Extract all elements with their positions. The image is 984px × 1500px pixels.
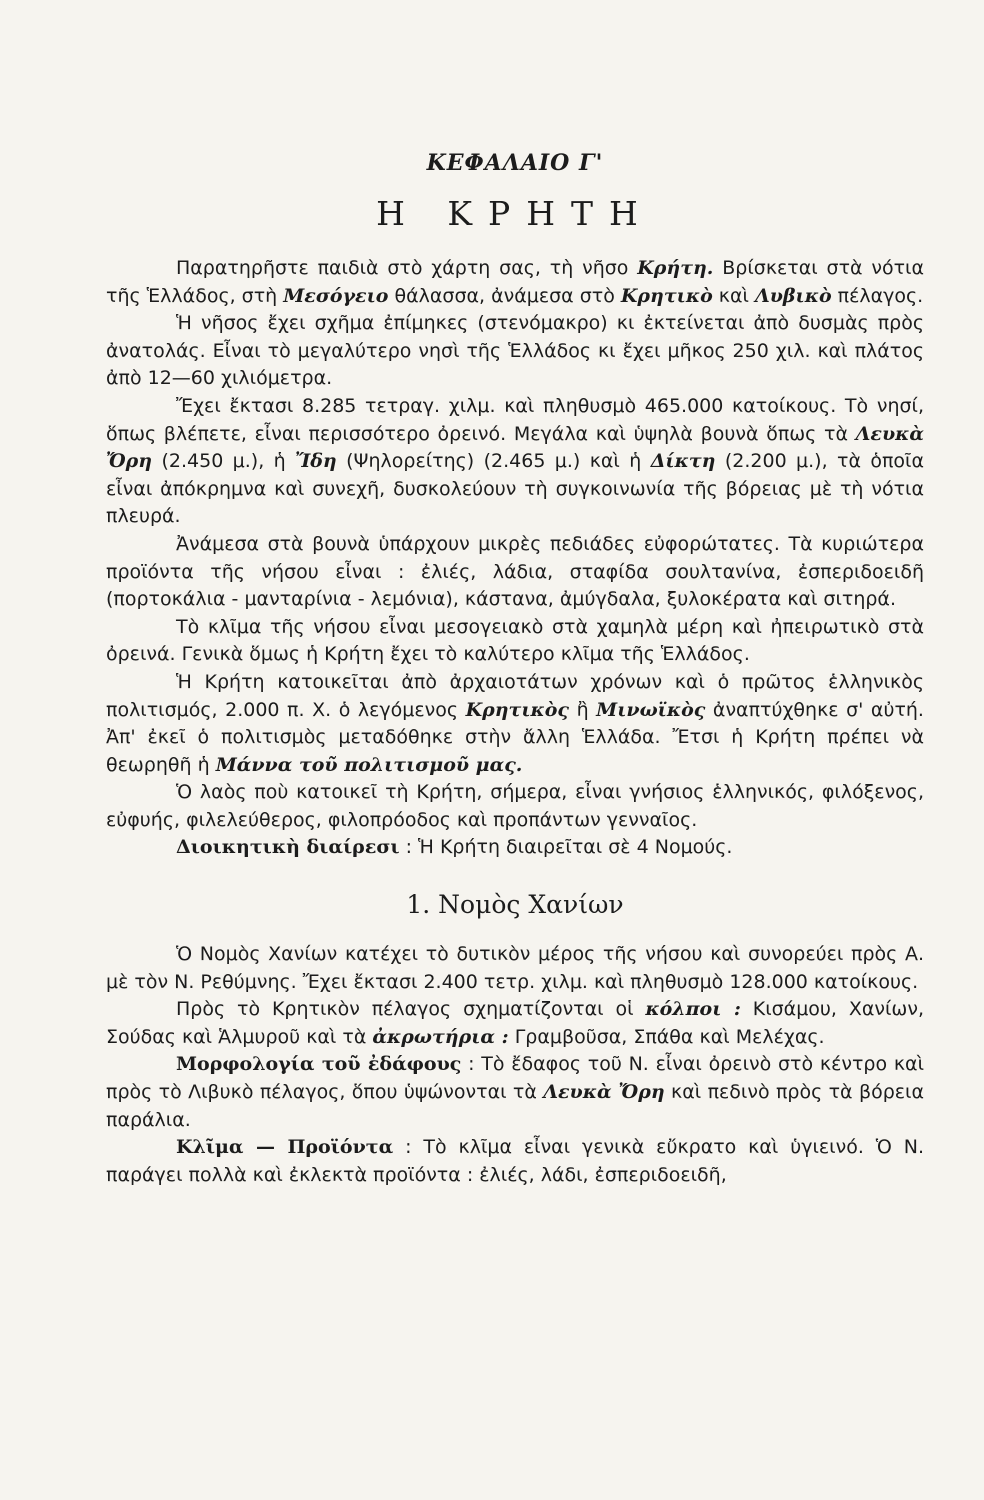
- paragraph-gulfs: [106, 996, 924, 1051]
- text: καὶ: [712, 284, 755, 307]
- paragraph-intro: [106, 255, 924, 310]
- text: : Ἡ Κρήτη διαιρεῖται σὲ 4 Νομούς.: [399, 836, 733, 859]
- paragraph-history: [106, 669, 924, 779]
- paragraph-area: [106, 393, 924, 531]
- text: πέλαγος.: [831, 284, 924, 307]
- text: Κισάμου, Χανίων, Σούδας καὶ Ἁλμυροῦ καὶ τὰ: [106, 998, 924, 1048]
- paragraph-products: Ἀνάμεσα στὰ βουνὰ ὑπάρχουν μικρὲς πεδιάδες εὐφορώτατες. Τὰ κυριώτερα προϊόντα τῆς νήσου εἶναι : ἐλιές, λάδια, σταφίδα σουλτανίνα, ἐσπεριδοειδῆ (πορτοκάλια - μανταρίνια - λεμόνια), κάστανα, ἀμύγδαλα, ξυλοκέρατα καὶ σιτηρά.: [106, 532, 924, 611]
- paragraph-morphology: [106, 1051, 924, 1134]
- text: : Τὸ κλῖμα εἶναι γενικὰ εὔκρατο καὶ ὑγιεινό. Ὁ Ν. παράγει πολλὰ καὶ ἐκλεκτὰ προϊόντα : ἐλιές, λάδι, ἐσπεριδοειδῆ,: [106, 1136, 925, 1186]
- lead-division: Διοικητικὴ διαίρεσι: [176, 836, 400, 859]
- emphasis-gulfs: κόλποι :: [645, 998, 741, 1021]
- lead-morphology: Μορφολογία τοῦ ἐδάφους: [176, 1053, 462, 1076]
- emphasis-capes: ἀκρωτήρια :: [372, 1025, 509, 1048]
- text: ἢ: [569, 698, 597, 721]
- paragraph-shape: Ἡ νῆσος ἔχει σχῆμα ἐπίμηκες (στενόμακρο) κι ἐκτείνεται ἀπὸ δυσμὰς πρὸς ἀνατολάς. Εἶναι τὸ μεγαλύτερο νησὶ τῆς Ἑλλάδος κι ἔχει μῆκος 250 χιλ. καὶ πλάτος ἀπὸ 12—60 χιλιόμετρα.: [106, 312, 924, 390]
- emphasis-cretan: Κρητικὸς: [465, 698, 570, 721]
- text: : Τὸ ἔδαφος τοῦ Ν. εἶναι ὀρεινὸ στὸ κέντρο καὶ πρὸς τὸ Λιβυκὸ πέλαγος, ὅπου ὑψώνονται τὰ: [106, 1053, 924, 1104]
- text: Βρίσκεται στὰ νότια τῆς Ἑλλάδος, στὴ: [106, 257, 924, 307]
- paragraph-climate-products: [106, 1134, 924, 1189]
- chapter-heading: ΚΕΦΑΛΑΙΟ Γ': [426, 150, 604, 176]
- section-heading: 1. Νομὸς Χανίων: [406, 890, 624, 920]
- emphasis-idi: Ἴδη: [295, 450, 337, 473]
- emphasis-lefka-ori: Λευκὰ Ὄρη: [543, 1081, 665, 1104]
- paragraph-chania: Ὁ Νομὸς Χανίων κατέχει τὸ δυτικὸν μέρος τῆς νήσου καὶ συνορεύει πρὸς Α. μὲ τὸν Ν. Ρεθύμνης. Ἔχει ἔκτασι 2.400 τετρ. χιλμ. καὶ πληθυσμὸ 128.000 κατοίκους.: [106, 943, 924, 993]
- emphasis-lefka-ori: Λευκὰ Ὄρη: [106, 422, 924, 473]
- text: καὶ πεδινὸ πρὸς τὰ βόρεια παράλια.: [106, 1081, 924, 1131]
- emphasis-dikti: Δίκτη: [650, 450, 716, 473]
- emphasis-cretan-sea: Κρητικὸ: [620, 284, 713, 307]
- emphasis-mother-civilization: Μάννα τοῦ πολιτισμοῦ μας.: [215, 753, 523, 776]
- paragraph-people: Ὁ λαὸς ποὺ κατοικεῖ τὴ Κρήτη, σήμερα, εἶναι γνήσιος ἑλληνικός, φιλόξενος, εὐφυής, φιλελεύθερος, φιλοπρόοδος καὶ προπάντων γενναῖος.: [106, 781, 924, 831]
- text: ἀναπτύχθηκε σ' αὐτή. Ἀπ' ἐκεῖ ὁ πολιτισμὸς μεταδόθηκε στὴν ἄλλη Ἑλλάδα. Ἔτσι ἡ Κρήτη πρέπει νὰ θεωρηθῆ ἡ: [106, 698, 924, 776]
- text: (Ψηλορείτης) (2.465 μ.) καὶ ἡ: [336, 450, 651, 473]
- emphasis-mediterranean: Μεσόγειο: [283, 284, 389, 307]
- emphasis-minoan: Μινωϊκὸς: [596, 698, 706, 721]
- emphasis-libyan-sea: Λυβικὸ: [754, 284, 832, 307]
- text: θάλασσα, ἀνάμεσα στὸ: [388, 284, 621, 307]
- page-title: Η ΚΡΗΤΗ: [376, 194, 654, 233]
- text: Ἡ Κρήτη κατοικεῖται ἀπὸ ἀρχαιοτάτων χρόνων καὶ ὁ πρῶτος ἑλληνικὸς πολιτισμός, 2.000 π. Χ. ὁ λεγόμενος: [106, 670, 924, 721]
- lead-climate-products: Κλῖμα — Προϊόντα: [176, 1136, 394, 1159]
- paragraph-division: [106, 834, 924, 862]
- text: (2.450 μ.), ἡ: [152, 450, 296, 473]
- paragraph-climate: Τὸ κλῖμα τῆς νήσου εἶναι μεσογειακὸ στὰ χαμηλὰ μέρη καὶ ἠπειρωτικὸ στὰ ὀρεινά. Γενικὰ ὅμως ἡ Κρήτη ἔχει τὸ καλύτερο κλῖμα τῆς Ἑλλάδος.: [106, 615, 924, 666]
- text: (2.200 μ.), τὰ ὁποῖα εἶναι ἀπόκρημνα καὶ συνεχῆ, δυσκολεύουν τὴ συγκοινωνία τῆς βόρειας μὲ τὴ νότια πλευρά.: [106, 450, 924, 528]
- text: Γραμβοῦσα, Σπάθα καὶ Μελέχας.: [508, 1025, 825, 1048]
- text: Πρὸς τὸ Κρητικὸν πέλαγος σχηματίζονται οἱ: [176, 998, 646, 1021]
- text: Ἔχει ἔκτασι 8.285 τετραγ. χιλμ. καὶ πληθυσμὸ 465.000 κατοίκους. Τὸ νησί, ὅπως βλέπετε, εἶναι περισσότερο ὀρεινό. Μεγάλα καὶ ὑψηλὰ βουνὰ ὅπως τὰ: [106, 394, 924, 445]
- text: Παρατηρῆστε παιδιὰ στὸ χάρτη σας, τὴ νῆσο: [176, 257, 638, 279]
- emphasis-crete: Κρήτη.: [637, 257, 714, 279]
